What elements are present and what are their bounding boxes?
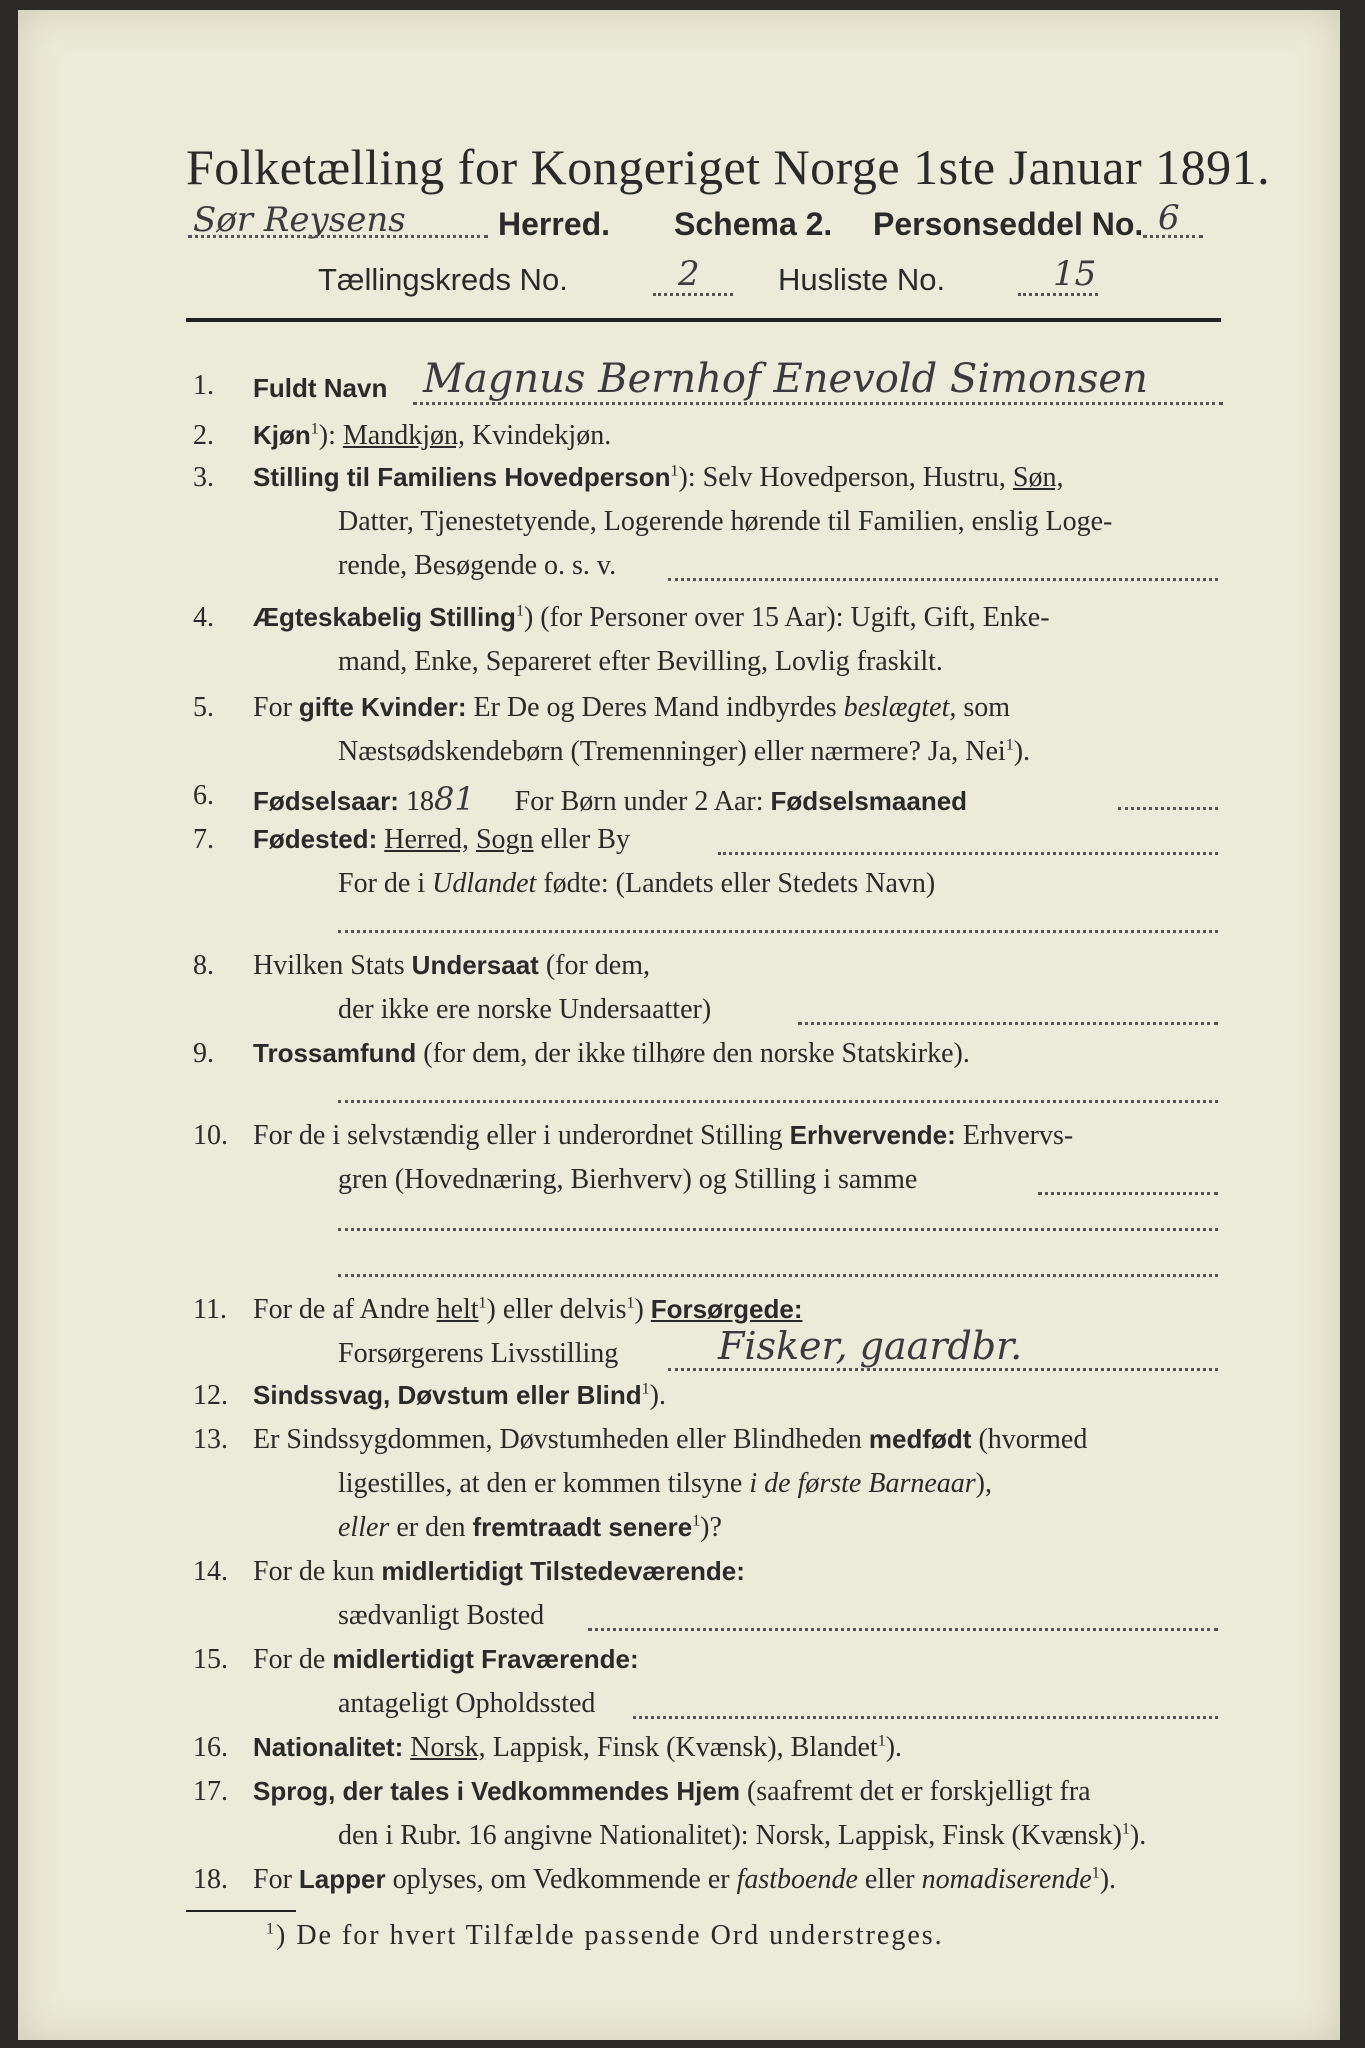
q17-label: Sprog, der tales i Vedkommendes Hjem xyxy=(253,1776,740,1806)
q2-label: Kjøn xyxy=(253,420,311,450)
q11-line1: For de af Andre helt$^1$) eller delvis$^1$) Forsørgede: xyxy=(253,1294,803,1325)
q14-line2: sædvanligt Bosted xyxy=(338,1600,545,1631)
q10-dotline3 xyxy=(338,1274,1218,1277)
q7-line1: Fødested: Herred, Sogn eller By xyxy=(253,824,630,855)
herred-dotline xyxy=(188,235,488,238)
footnote: $^1$) De for hvert Tilfælde passende Ord understreges. xyxy=(266,1920,944,1951)
q3-line3: rende, Besøgende o. s. v. xyxy=(338,550,617,581)
q5-line1: For gifte Kvinder: Er De og Deres Mand indbyrdes beslægtet, som xyxy=(253,692,1011,723)
q6-label2: Fødselsmaaned xyxy=(770,786,968,816)
q12-line: Sindssvag, Døvstum eller Blind$^1$). xyxy=(253,1380,666,1411)
q5-line2: Næstsødskendebørn (Tremenninger) eller nærmere? Ja, Nei$^1$). xyxy=(338,736,1031,767)
census-form-sheet xyxy=(18,10,1340,2040)
kreds-dotline xyxy=(653,293,733,296)
q13-line1: Er Sindssygdommen, Døvstumheden eller Blindheden medfødt (hvormed xyxy=(253,1424,1088,1455)
q10-number: 10. xyxy=(193,1120,228,1151)
q9-line: Trossamfund (for dem, der ikke tilhøre den norske Statskirke). xyxy=(253,1038,970,1069)
q7-label: Fødested: xyxy=(253,824,378,854)
q1-full-name: Magnus Bernhof Enevold Simonsen xyxy=(423,356,1148,402)
q1-dotline xyxy=(413,402,1223,405)
q2-number: 2. xyxy=(193,420,214,451)
q7-dotline2 xyxy=(338,930,1218,933)
q11-line2: Forsørgerens Livsstilling xyxy=(338,1338,619,1369)
herred-value: Sør Reysens xyxy=(193,200,406,240)
q12-label: Sindssvag, Døvstum eller Blind xyxy=(253,1380,642,1410)
q10-dotline2 xyxy=(338,1228,1218,1231)
q8-number: 8. xyxy=(193,950,214,981)
q4-line1: Ægteskabelig Stilling$^1$) (for Personer over 15 Aar): Ugift, Gift, Enke- xyxy=(253,602,1050,633)
q9-label: Trossamfund xyxy=(253,1038,417,1068)
q15-line1: For de midlertidigt Fraværende: xyxy=(253,1644,639,1675)
q3-selected-son: Søn, xyxy=(1012,462,1064,493)
q14-number: 14. xyxy=(193,1556,228,1587)
q7-number: 7. xyxy=(193,824,214,855)
q7-dotline1 xyxy=(718,852,1218,855)
q15-dotline xyxy=(633,1716,1218,1719)
q11-dotline xyxy=(668,1368,1218,1371)
q9-dotline xyxy=(338,1100,1218,1103)
q15-number: 15. xyxy=(193,1644,228,1675)
q6-birth-year: 81 xyxy=(433,780,475,818)
q18-line: For Lapper oplyses, om Vedkommende er fastboende eller nomadiserende$^1$). xyxy=(253,1864,1117,1895)
personseddel-label: Personseddel No. xyxy=(873,206,1144,242)
kreds-value: 2 xyxy=(678,254,700,294)
q6-number: 6. xyxy=(193,780,214,811)
q5-number: 5. xyxy=(193,692,214,723)
q7-line2: For de i Udlandet fødte: (Landets eller Stedets Navn) xyxy=(338,868,936,899)
q8-line1: Hvilken Stats Undersaat (for dem, xyxy=(253,950,651,981)
q1-number: 1. xyxy=(193,370,214,401)
kreds-label: Tællingskreds No. xyxy=(318,262,568,297)
q13-line3: eller er den fremtraadt senere$^1$)? xyxy=(338,1512,722,1543)
q6-line: Fødselsaar: 1881 For Børn under 2 Aar: Fødselsmaaned xyxy=(253,780,968,818)
q16-label: Nationalitet: xyxy=(253,1732,404,1762)
schema-label: Schema 2. xyxy=(674,206,833,242)
q13-number: 13. xyxy=(193,1424,228,1455)
q17-line1: Sprog, der tales i Vedkommendes Hjem (saafremt det er forskjelligt fra xyxy=(253,1776,1091,1807)
herred-label: Herred. xyxy=(498,206,611,242)
q9-number: 9. xyxy=(193,1038,214,1069)
q5-label: gifte Kvinder: xyxy=(298,692,467,722)
q10-line2: gren (Hovednæring, Bierhverv) og Stilling i samme xyxy=(338,1164,918,1195)
q16-line: Nationalitet: Norsk, Lappisk, Finsk (Kvænsk), Blandet$^1$). xyxy=(253,1732,903,1763)
q16-selected-norsk: Norsk, xyxy=(410,1732,486,1763)
q16-number: 16. xyxy=(193,1732,228,1763)
q18-number: 18. xyxy=(193,1864,228,1895)
header-rule xyxy=(186,318,1221,322)
form-title: Folketælling for Kongeriget Norge 1ste Januar 1891. xyxy=(186,139,1271,195)
q11-number: 11. xyxy=(193,1294,227,1325)
q10-dotline1 xyxy=(1038,1192,1218,1195)
personseddel-value: 6 xyxy=(1158,198,1180,238)
q2-option-female: Kvindekjøn. xyxy=(471,420,612,451)
q3-number: 3. xyxy=(193,462,214,493)
q2-option-male: Mandkjøn, xyxy=(342,420,465,451)
q10-line1: For de i selvstændig eller i underordnet Stilling Erhvervende: Erhvervs- xyxy=(253,1120,1074,1151)
q12-number: 12. xyxy=(193,1380,228,1411)
personseddel-dotline xyxy=(1143,235,1203,238)
q4-line2: mand, Enke, Separeret efter Bevilling, Lovlig fraskilt. xyxy=(338,646,943,677)
q11-provider-occupation: Fisker, gaardbr. xyxy=(718,1324,1023,1368)
q4-label: Ægteskabelig Stilling xyxy=(253,602,516,632)
q3-dotline xyxy=(668,578,1218,581)
q17-number: 17. xyxy=(193,1776,228,1807)
q4-number: 4. xyxy=(193,602,214,633)
husliste-dotline xyxy=(1018,293,1098,296)
q7-option-sogn: Sogn xyxy=(475,824,534,855)
q3-label: Stilling til Familiens Hovedperson xyxy=(253,462,671,492)
q3-line1: Stilling til Familiens Hovedperson$^1$): Selv Hovedperson, Hustru, Søn, xyxy=(253,462,1064,493)
q3-line2: Datter, Tjenestetyende, Logerende hørende til Familien, enslig Loge- xyxy=(338,506,1113,537)
q8-dotline xyxy=(798,1022,1218,1025)
q6-dotline xyxy=(1118,807,1218,810)
q2-line: Kjøn$^1$): Mandkjøn, Kvindekjøn. xyxy=(253,420,612,451)
q14-dotline xyxy=(588,1628,1218,1631)
q13-line2: ligestilles, at den er kommen tilsyne i de første Barneaar), xyxy=(338,1468,992,1499)
husliste-label: Husliste No. xyxy=(778,262,946,297)
footnote-rule xyxy=(186,1910,296,1912)
husliste-value: 15 xyxy=(1053,254,1097,294)
q15-line2: antageligt Opholdssted xyxy=(338,1688,596,1719)
q7-option-herred: Herred, xyxy=(384,824,469,855)
q8-line2: der ikke ere norske Undersaatter) xyxy=(338,994,712,1025)
q1-label: Fuldt Navn xyxy=(253,373,388,403)
q14-line1: For de kun midlertidigt Tilstedeværende: xyxy=(253,1556,745,1587)
q17-line2: den i Rubr. 16 angivne Nationalitet): Norsk, Lappisk, Finsk (Kvænsk)$^1$). xyxy=(338,1820,1147,1851)
q6-label: Fødselsaar: xyxy=(253,786,399,816)
